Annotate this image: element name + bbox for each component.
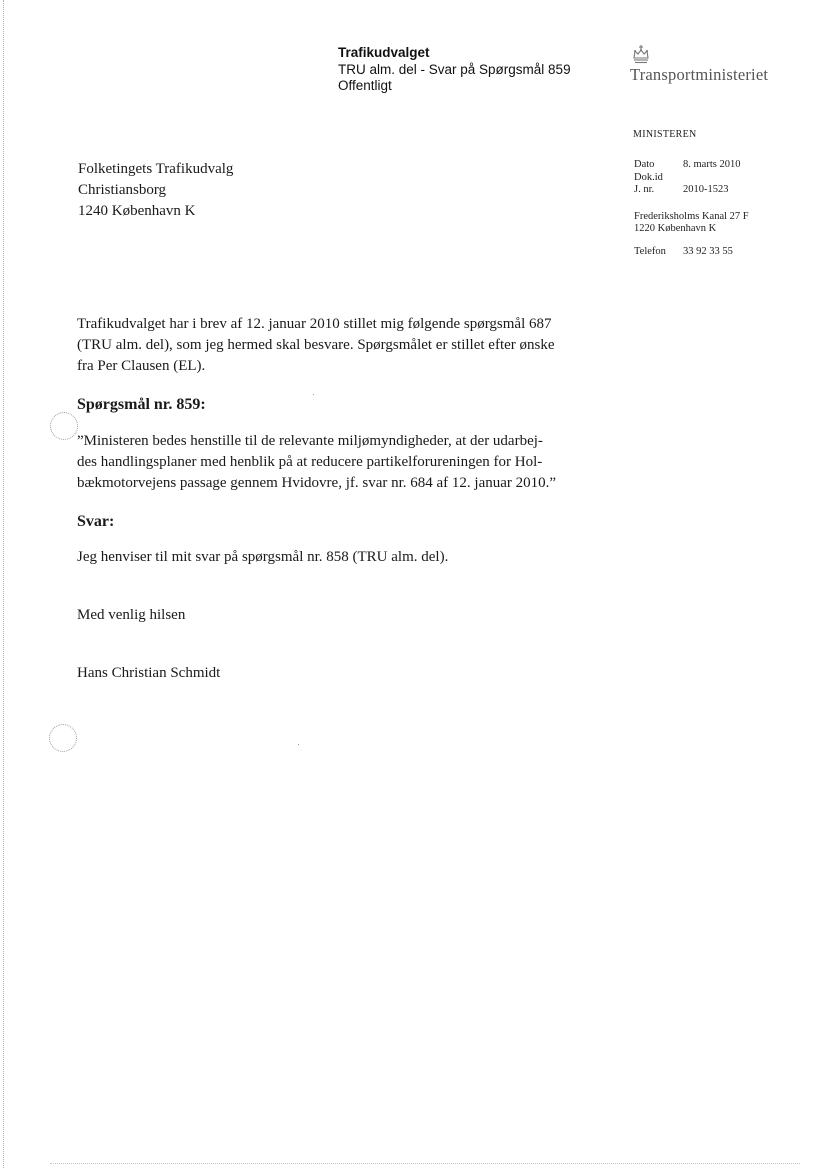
date-value: 8. marts 2010 [683, 159, 741, 170]
punch-hole-mark [50, 412, 78, 440]
punch-hole-mark [49, 724, 77, 752]
phone-label: Telefon [634, 245, 666, 257]
document-header [338, 45, 571, 95]
dokid-label: Dok.id [634, 171, 663, 183]
recipient-address [78, 159, 233, 222]
date-row [634, 159, 749, 172]
document-reference: TRU alm. del - Svar på Spørgsmål 859 [338, 61, 571, 77]
intro-paragraph [77, 314, 597, 377]
intro-line3: fra Per Clausen (EL). [77, 358, 206, 374]
date-label: Dato [634, 159, 655, 170]
classification-label: Offentligt [338, 78, 392, 93]
scan-edge-bottom [50, 1163, 800, 1164]
intro-line2: (TRU alm. del), som jeg hermed skal besvare. Spørgsmålet er stillet efter ønske [77, 337, 555, 353]
phone-row [634, 246, 749, 259]
closing-greeting: Med venlig hilsen [77, 607, 186, 623]
scan-speck [298, 744, 299, 745]
recipient-line3: 1240 København K [78, 203, 196, 219]
recipient-line2: Christiansborg [78, 182, 167, 198]
ministry-address-line1: Frederiksholms Kanal 27 F [634, 210, 749, 222]
jnr-value: 2010-1523 [683, 184, 729, 195]
dokid-row [634, 172, 749, 185]
phone-value: 33 92 33 55 [683, 245, 733, 257]
question-line3: bækmotorvejens passage gennem Hvidovre, jf. svar nr. 684 af 12. januar 2010.” [77, 475, 557, 491]
recipient-line1: Folketingets Trafikudvalg [78, 161, 234, 177]
jnr-row [634, 184, 749, 197]
intro-line1: Trafikudvalget har i brev af 12. januar 2010 stillet mig følgende spørgsmål 687 [77, 316, 552, 332]
answer-text: Jeg henviser til mit svar på spørgsmål nr. 858 (TRU alm. del). [77, 549, 449, 565]
question-line2: des handlingsplaner med henblik på at reducere partikelforureningen for Hol- [77, 454, 543, 470]
ministry-name: Transportministeriet [630, 65, 769, 84]
ministry-address-line2: 1220 København K [634, 223, 717, 234]
crown-icon [631, 44, 651, 66]
department-label: MINISTEREN [633, 129, 697, 140]
signature-name: Hans Christian Schmidt [77, 665, 221, 681]
letter-metadata [634, 159, 749, 258]
jnr-label: J. nr. [634, 184, 655, 195]
question-line1: ”Ministeren bedes henstille til de relevante miljømyndigheder, at der udarbej- [77, 433, 543, 449]
scan-edge-left [3, 0, 4, 1168]
question-text [77, 431, 597, 494]
question-heading: Spørgsmål nr. 859: [77, 396, 206, 413]
committee-title: Trafikudvalget [338, 45, 430, 60]
letter-body [77, 314, 597, 684]
answer-heading: Svar: [77, 513, 115, 530]
scan-speck [313, 394, 314, 395]
